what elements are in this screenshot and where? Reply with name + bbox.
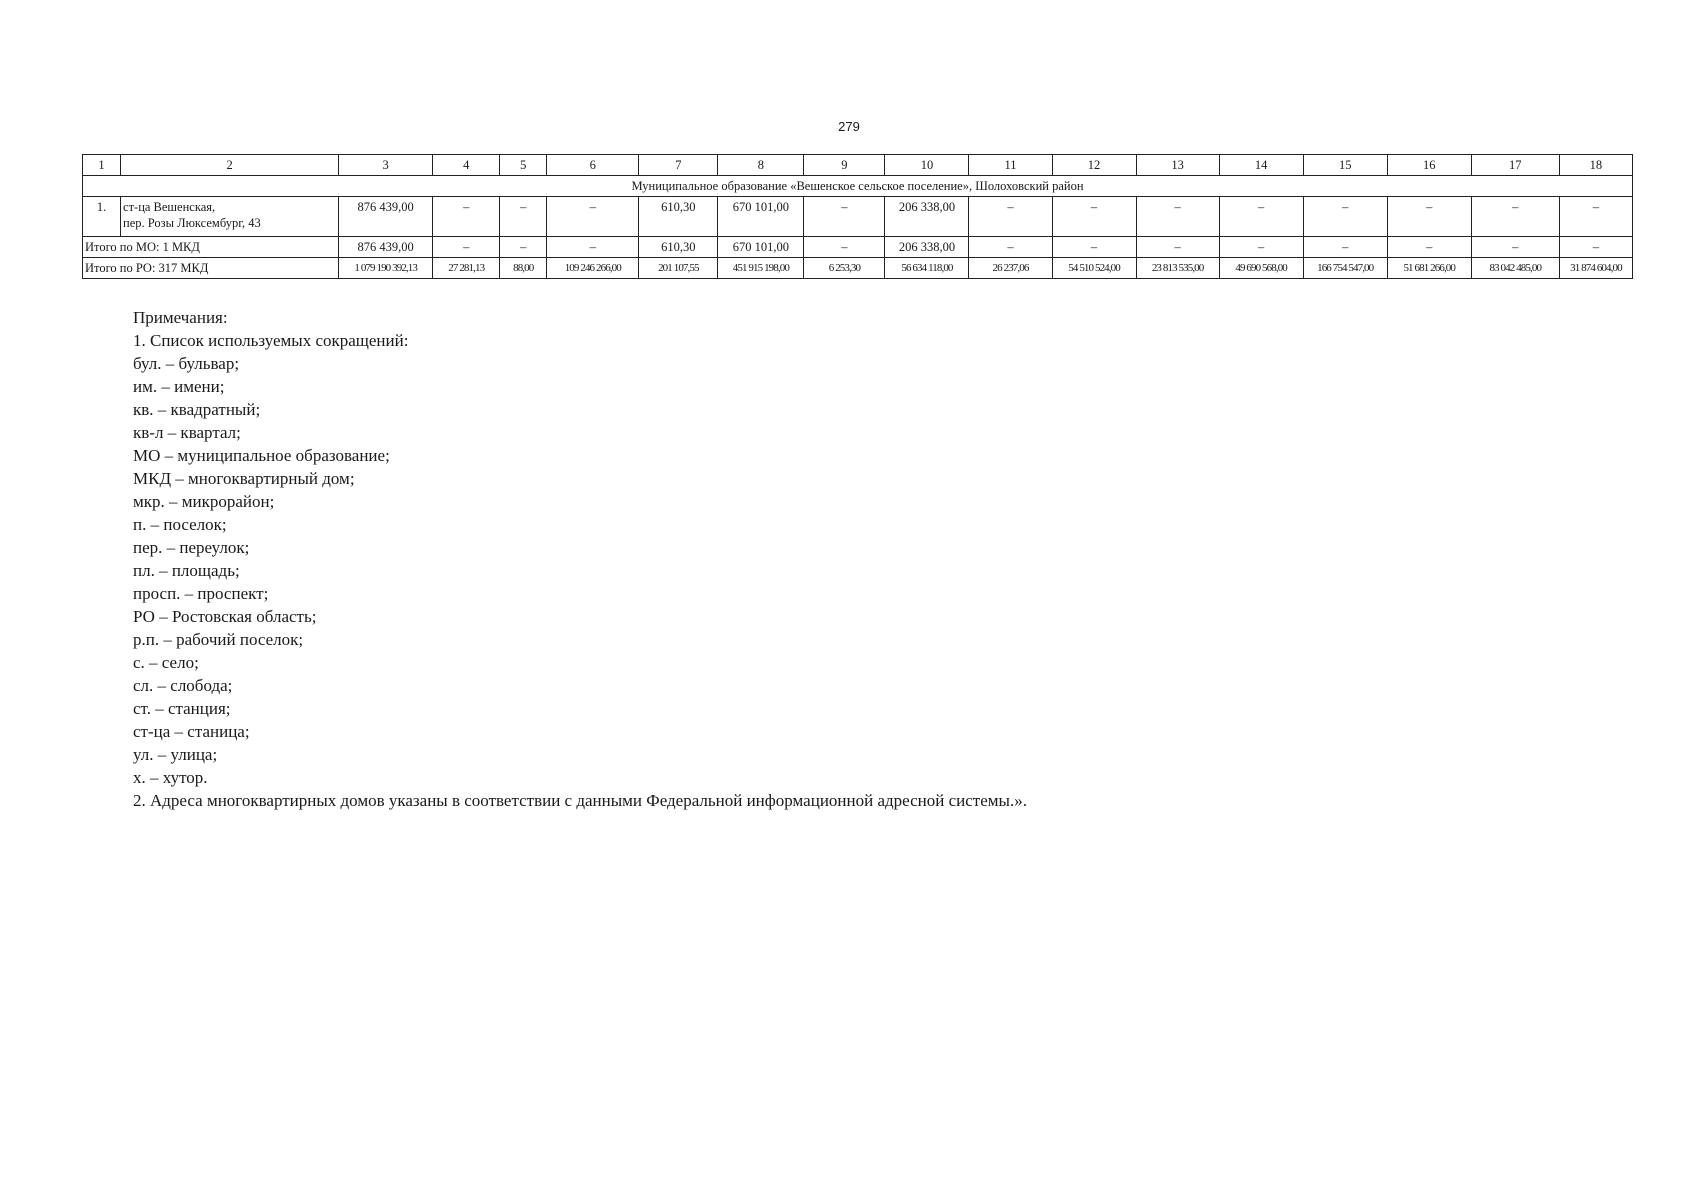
column-number: 18 [1559,155,1632,176]
notes-block [133,306,1583,812]
total-ro-row [83,258,1633,279]
abbreviation-item: кв. – квадратный; [133,400,261,419]
entry-value: – [1559,197,1632,237]
address-line-2: пер. Розы Люксембург, 43 [123,216,261,230]
mo-heading-row [83,176,1633,197]
abbreviation-item: РО – Ростовская область; [133,607,317,626]
entry-value: – [1219,197,1303,237]
address-line-1: ст-ца Вешенская, [123,200,216,214]
entry-value: – [1052,197,1136,237]
entry-value: – [547,197,639,237]
abbreviation-item: х. – хутор. [133,768,208,787]
total-mo-value: 876 439,00 [339,237,433,258]
column-number: 1 [83,155,121,176]
column-number: 4 [433,155,500,176]
column-number: 10 [885,155,969,176]
total-ro-value: 27 281,13 [433,258,500,279]
abbreviation-item: им. – имени; [133,377,225,396]
abbreviation-item: кв-л – квартал; [133,423,241,442]
total-ro-value: 1 079 190 392,13 [339,258,433,279]
column-number: 15 [1303,155,1387,176]
entry-value: 610,30 [639,197,718,237]
abbreviation-item: р.п. – рабочий поселок; [133,630,304,649]
total-mo-value: – [1471,237,1559,258]
column-number: 17 [1471,155,1559,176]
abbreviation-item: с. – село; [133,653,199,672]
total-mo-value: – [1052,237,1136,258]
column-number: 7 [639,155,718,176]
notes-item-2: 2. Адреса многоквартирных домов указаны в соответствии с данными Федеральной информационной адресной системы.». [133,791,1027,810]
abbreviation-item: пл. – площадь; [133,561,240,580]
total-ro-value: 54 510 524,00 [1052,258,1136,279]
column-number-row [83,155,1633,176]
total-ro-value: 88,00 [500,258,547,279]
total-mo-value: – [1303,237,1387,258]
total-ro-value: 166 754 547,00 [1303,258,1387,279]
entry-value: 206 338,00 [885,197,969,237]
page-number: 279 [838,119,860,134]
total-mo-value: 670 101,00 [718,237,804,258]
total-ro-value: 51 681 266,00 [1387,258,1471,279]
notes-title: Примечания: [133,308,228,327]
total-mo-value: – [1559,237,1632,258]
abbreviation-item: ул. – улица; [133,745,218,764]
abbreviation-item: ст-ца – станица; [133,722,250,741]
abbreviation-item: сл. – слобода; [133,676,233,695]
total-mo-value: – [1387,237,1471,258]
abbreviation-item: ст. – станция; [133,699,231,718]
entry-value: – [1303,197,1387,237]
abbreviation-item: просп. – проспект; [133,584,269,603]
total-ro-value: 109 246 266,00 [547,258,639,279]
total-mo-value: – [500,237,547,258]
total-ro-value: 23 813 535,00 [1136,258,1219,279]
total-ro-value: 49 690 568,00 [1219,258,1303,279]
column-number: 3 [339,155,433,176]
entry-number: 1. [83,197,121,237]
entry-value: – [1136,197,1219,237]
abbreviation-item: МО – муниципальное образование; [133,446,390,465]
entry-value: – [969,197,1052,237]
total-mo-value: – [1136,237,1219,258]
total-mo-row [83,237,1633,258]
abbreviation-item: бул. – бульвар; [133,354,240,373]
notes-item-1: 1. Список используемых сокращений: [133,331,409,350]
abbreviation-item: п. – поселок; [133,515,227,534]
column-number: 12 [1052,155,1136,176]
total-ro-value: 56 634 118,00 [885,258,969,279]
total-ro-value: 201 107,55 [639,258,718,279]
total-mo-value: – [804,237,885,258]
total-ro-label: Итого по РО: 317 МКД [83,258,339,279]
abbreviation-item: пер. – переулок; [133,538,250,557]
total-mo-value: – [969,237,1052,258]
total-ro-value: 26 237,06 [969,258,1052,279]
total-ro-value: 31 874 604,00 [1559,258,1632,279]
column-number: 8 [718,155,804,176]
entry-value: – [500,197,547,237]
column-number: 5 [500,155,547,176]
table-row [83,197,1633,237]
entry-value: – [1387,197,1471,237]
column-number: 16 [1387,155,1471,176]
column-number: 2 [121,155,339,176]
data-table [82,154,1633,279]
entry-value: – [433,197,500,237]
abbreviation-item: МКД – многоквартирный дом; [133,469,355,488]
column-number: 13 [1136,155,1219,176]
mo-heading: Муниципальное образование «Вешенское сельское поселение», Шолоховский район [83,176,1633,197]
entry-value: 876 439,00 [339,197,433,237]
total-mo-value: – [1219,237,1303,258]
total-ro-value: 6 253,30 [804,258,885,279]
column-number: 11 [969,155,1052,176]
column-number: 9 [804,155,885,176]
data-table-container [82,154,1633,279]
total-mo-value: – [547,237,639,258]
total-mo-value: 610,30 [639,237,718,258]
entry-value: 670 101,00 [718,197,804,237]
column-number: 14 [1219,155,1303,176]
total-ro-value: 83 042 485,00 [1471,258,1559,279]
total-mo-label: Итого по МО: 1 МКД [83,237,339,258]
total-mo-value: 206 338,00 [885,237,969,258]
total-mo-value: – [433,237,500,258]
column-number: 6 [547,155,639,176]
entry-value: – [804,197,885,237]
entry-value: – [1471,197,1559,237]
entry-address [121,197,339,237]
total-ro-value: 451 915 198,00 [718,258,804,279]
abbreviation-item: мкр. – микрорайон; [133,492,275,511]
